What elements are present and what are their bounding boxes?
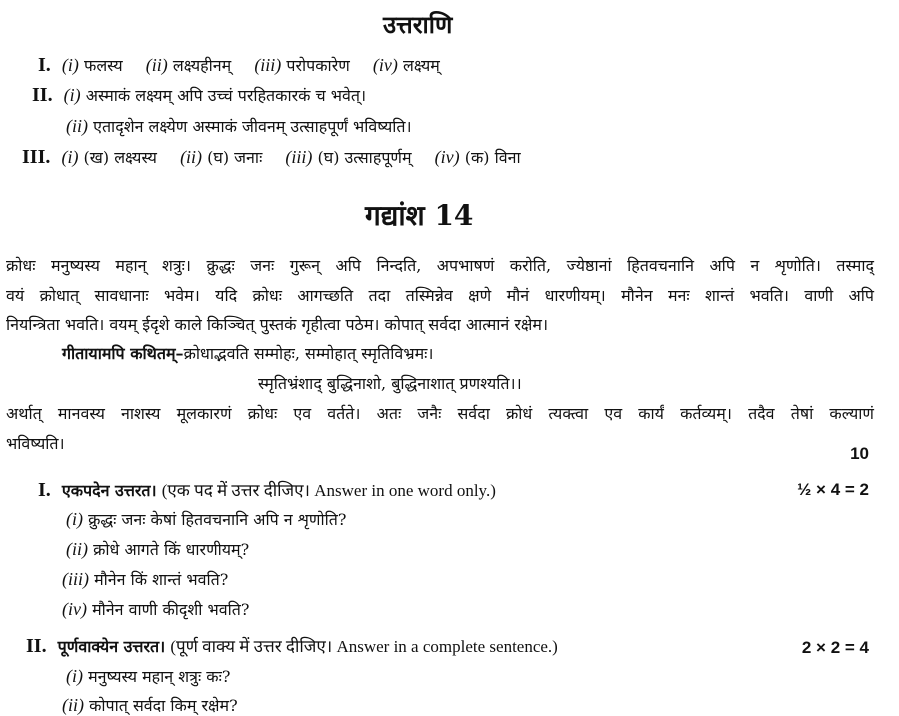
gita-quote-line2: स्मृतिभ्रंशाद् बुद्धिनाशो, बुद्धिनाशात् प्रणश्यति।। bbox=[258, 374, 522, 393]
gita-quote-line1 bbox=[62, 342, 433, 364]
gita-label: गीतायामपि कथितम्– bbox=[62, 344, 184, 363]
answer-II-i bbox=[32, 84, 366, 107]
question-text: मौनेन वाणी कीदृशी भवति? bbox=[92, 600, 250, 619]
answer-text: (घ) जनाः bbox=[207, 148, 263, 167]
item-num: (i) bbox=[61, 55, 79, 75]
question-instruction: (एक पद में उत्तर दीजिए। Answer in one word only.) bbox=[161, 481, 496, 500]
answer-II-ii bbox=[66, 115, 412, 137]
answer-text: (ख) लक्ष्यस्य bbox=[83, 148, 157, 167]
item-num: (i) bbox=[61, 147, 79, 167]
item-num: (iii) bbox=[285, 147, 313, 167]
question-item bbox=[66, 508, 346, 530]
question-II-heading bbox=[26, 634, 558, 658]
answers-title: उत्तराणि bbox=[383, 10, 453, 39]
item-num: (ii) bbox=[66, 539, 88, 559]
question-heading: पूर्णवाक्येन उत्तरत। bbox=[57, 637, 166, 656]
answer-text: परोपकारेण bbox=[286, 56, 350, 75]
passage-marks: 10 bbox=[850, 444, 869, 463]
answer-III bbox=[22, 146, 521, 169]
item-num: (ii) bbox=[62, 695, 84, 715]
answer-text: लक्ष्यहीनम् bbox=[172, 56, 232, 75]
answer-text: एतादृशेन लक्ष्येण अस्माकं जीवनम् उत्साहपूर्णं भविष्यति। bbox=[93, 117, 412, 136]
answer-text: (क) विना bbox=[464, 148, 521, 167]
item-num: (iii) bbox=[254, 55, 282, 75]
passage-line: नियन्त्रिता भवति। वयम् ईदृशे काले किञ्चित् पुस्तकं गृहीत्वा पठेम। कोपात् सर्वदा आत्मानं रक्षेम। bbox=[6, 315, 549, 334]
roman-num: II. bbox=[26, 635, 47, 657]
passage-line: वयं क्रोधात् सावधानाः भवेम। यदि क्रोधः आगच्छति तदा तस्मिन्नेव क्षणे मौनं धारणीयम्। मौनेन मनः शान्तं भवति। वाणी अपि bbox=[6, 286, 874, 305]
item-num: (i) bbox=[66, 509, 83, 529]
question-item bbox=[66, 665, 230, 687]
gita-verse: क्रोधाद्भवति सम्मोहः, सम्मोहात् स्मृतिविभ्रमः। bbox=[183, 344, 434, 363]
question-heading: एकपदेन उत्तरत। bbox=[61, 481, 157, 500]
roman-num: II. bbox=[32, 84, 53, 106]
question-I-heading bbox=[38, 478, 496, 502]
passage-line: भविष्यति। bbox=[6, 434, 65, 453]
item-num: (ii) bbox=[66, 116, 88, 136]
question-II-marks: 2 × 2 = 4 bbox=[801, 638, 869, 657]
question-item bbox=[66, 538, 249, 560]
roman-num: I. bbox=[38, 54, 51, 76]
item-num: (ii) bbox=[145, 55, 168, 75]
question-instruction: (पूर्ण वाक्य में उत्तर दीजिए। Answer in a complete sentence.) bbox=[170, 637, 558, 656]
passage-line: क्रोधः मनुष्यस्य महान् शत्रुः। क्रुद्धः जनः गुरून् अपि निन्दति, अपभाषणं करोति, ज्येष्ठानां हितवचनानि अपि न शृणोति। तस्माद् bbox=[6, 256, 874, 275]
answer-text: फलस्य bbox=[83, 56, 123, 75]
answer-text: (घ) उत्साहपूर्णम् bbox=[317, 148, 412, 167]
item-num: (iv) bbox=[62, 599, 87, 619]
question-text: मनुष्यस्य महान् शत्रुः कः? bbox=[88, 667, 231, 686]
item-num: (i) bbox=[63, 85, 81, 105]
item-num: (i) bbox=[66, 666, 83, 686]
question-item bbox=[62, 598, 250, 620]
passage-line: अर्थात् मानवस्य नाशस्य मूलकारणं क्रोधः एव वर्तते। अतः जनैः सर्वदा क्रोधं त्यक्त्वा एव कार्यं कर्तव्यम्। तदैव तेषां कल्याणं bbox=[6, 404, 874, 423]
question-text: कोपात् सर्वदा किम् रक्षेम? bbox=[89, 696, 238, 715]
question-text: क्रोधे आगते किं धारणीयम्? bbox=[93, 540, 250, 559]
item-num: (iv) bbox=[372, 55, 398, 75]
question-I-marks: ½ × 4 = 2 bbox=[797, 480, 869, 499]
item-num: (iv) bbox=[434, 147, 460, 167]
question-text: क्रुद्धः जनः केषां हितवचनानि अपि न शृणोति? bbox=[88, 510, 347, 529]
question-item bbox=[62, 568, 228, 590]
roman-num: I. bbox=[38, 479, 51, 501]
question-text: मौनेन किं शान्तं भवति? bbox=[94, 570, 229, 589]
passage-title: गद्यांश 14 bbox=[365, 199, 474, 232]
answer-I bbox=[38, 54, 440, 77]
item-num: (ii) bbox=[180, 147, 203, 167]
answer-text: अस्माकं लक्ष्यम् अपि उच्चं परहितकारकं च भवेत्। bbox=[85, 86, 367, 105]
answer-text: लक्ष्यम् bbox=[403, 56, 440, 75]
item-num: (iii) bbox=[62, 569, 89, 589]
roman-num: III. bbox=[22, 146, 51, 168]
question-item bbox=[62, 694, 238, 716]
